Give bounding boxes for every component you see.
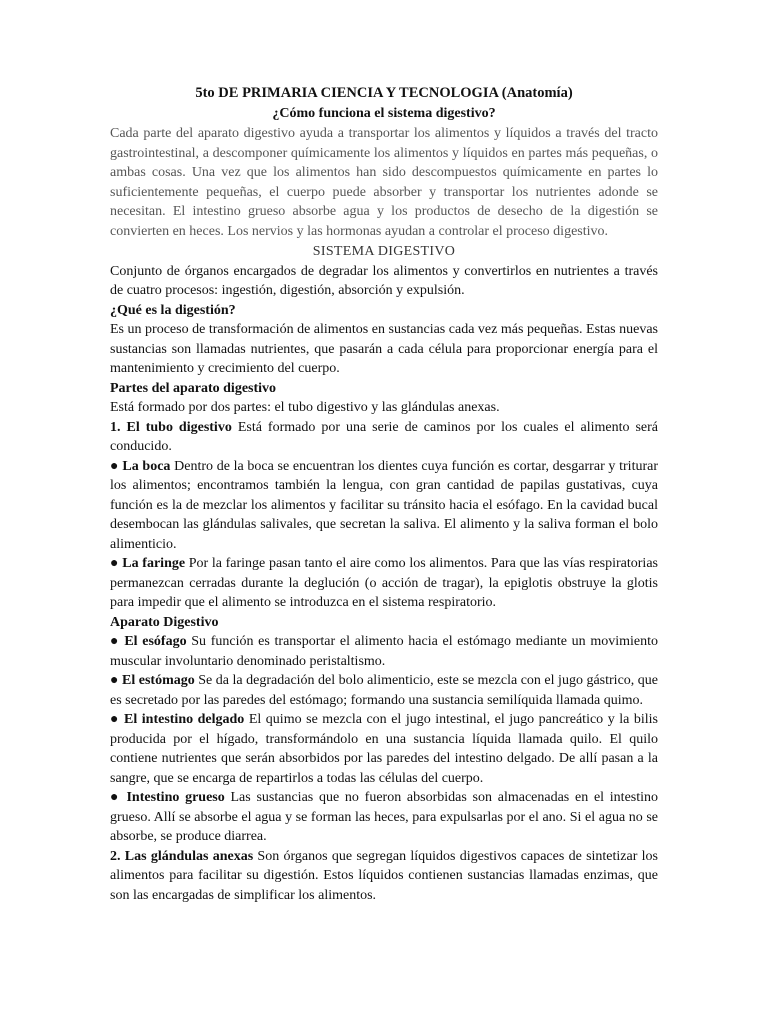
estomago-text: Se da la degradación del bolo alimenticio, este se mezcla con el jugo gástrico, que es secretado por las paredes del estómago; formando una sustancia semilíquida llamada quimo. (110, 673, 659, 708)
document-subtitle: ¿Cómo funciona el sistema digestivo? (272, 105, 496, 121)
intro-paragraph: Cada parte del aparato digestivo ayuda a transportar los alimentos y líquidos a través del tracto gastrointestinal, a descomponer químicamente los alimentos y líquidos en partes más pequeñas, o ambas cosas. Una vez que los alimentos han sido descompuestos químicamente en partes lo suficientemente pequeñas, el cuerpo puede absorber y transportar los nutrientes adonde se necesitan. El intestino grueso absorbe agua y los productos de desecho de la digestión se convierten en heces. Los nervios y las hormonas ayudan a controlar el proceso digestivo. (110, 126, 658, 239)
faringe-text: Por la faringe pasan tanto el aire como los alimentos. Para que las vías respiratorias permanezcan cerradas durante la deglución (o acción de tragar), la epiglotis obstruye la glotis para impedir que el alimento se introduzca en el sistema respiratorio. (110, 556, 658, 610)
aparato-heading: Aparato Digestivo (110, 614, 219, 630)
tube-label: 1. El tubo digestivo (110, 419, 232, 435)
bullet-icon: ● (110, 634, 120, 649)
estomago-paragraph (110, 671, 658, 710)
delgado-paragraph (110, 710, 658, 788)
glandulas-paragraph (110, 847, 658, 906)
bullet-icon: ● (110, 673, 119, 688)
definition-paragraph: Conjunto de órganos encargados de degradar los alimentos y convertirlos en nutrientes a través de cuatro procesos: ingestión, digestión, absorción y expulsión. (110, 263, 658, 298)
document-page (110, 84, 658, 905)
delgado-label: El intestino delgado (124, 712, 245, 727)
grueso-label: Intestino grueso (126, 790, 225, 805)
glandulas-text: Son órganos que segregan líquidos digestivos capaces de sintetizar los alimentos para facilitar su digestión. Estos líquidos contienen sustancias llamadas enzimas, que son las encargadas de simplificar los alimentos. (110, 848, 658, 903)
digestion-paragraph: Es un proceso de transformación de alimentos en sustancias cada vez más pequeñas. Estas nuevas sustancias son llamadas nutrientes, que pasarán a cada célula para proporcionar energía para el mantenimiento y crecimiento del cuerpo. (110, 322, 658, 376)
bullet-icon: ● (110, 556, 119, 571)
esofago-text: Su función es transportar el alimento hacia el estómago mediante un movimiento muscular involuntario denominado peristaltismo. (110, 634, 658, 669)
digestion-heading: ¿Qué es la digestión? (110, 302, 236, 318)
bullet-icon: ● (110, 712, 120, 727)
boca-text: Dentro de la boca se encuentran los dientes cuya función es cortar, desgarrar y triturar los alimentos; encontramos también la lengua, con gran cantidad de papilas gustativas, cuya función es la de mezclar los alimentos y facilitar su tránsito hacia el esófago. En la cavidad bucal desembocan las glándulas salivales, que secretan la saliva. El alimento y la saliva forman el bolo alimenticio. (110, 458, 658, 552)
boca-label: La boca (122, 458, 171, 474)
section-title: SISTEMA DIGESTIVO (312, 244, 456, 259)
grueso-paragraph (110, 788, 658, 847)
esofago-paragraph (110, 632, 658, 671)
delgado-text: El quimo se mezcla con el jugo intestinal, el jugo pancreático y la bilis producida por el hígado, transformándolo en una sustancia líquida llamada quilo. El quilo contiene nutrientes que serán absorbidos por las paredes del intestino delgado. De allí pasan a la sangre, que se encarga de repartirlos a todas las células del cuerpo. (110, 712, 658, 786)
estomago-label: El estómago (122, 673, 195, 688)
bullet-icon: ● (110, 458, 119, 474)
faringe-label: La faringe (122, 556, 186, 571)
parts-heading: Partes del aparato digestivo (110, 380, 277, 396)
esofago-label: El esófago (124, 634, 187, 649)
glandulas-label: 2. Las glándulas anexas (110, 848, 254, 864)
tube-text: Está formado por una serie de caminos por los cuales el alimento será conducido. (110, 419, 658, 454)
bullet-icon: ● (110, 790, 121, 805)
grueso-text: Las sustancias que no fueron absorbidas son almacenadas en el intestino grueso. Allí se absorbe el agua y se forman las heces, para expulsarlas por el ano. Si el agua no se absorbe, se produce diarrea. (110, 790, 659, 844)
tube-paragraph (110, 418, 658, 457)
boca-paragraph (110, 457, 658, 555)
document-title: 5to DE PRIMARIA CIENCIA Y TECNOLOGIA (Anatomía) (195, 85, 573, 101)
parts-paragraph: Está formado por dos partes: el tubo digestivo y las glándulas anexas. (110, 400, 500, 415)
faringe-paragraph (110, 554, 658, 613)
